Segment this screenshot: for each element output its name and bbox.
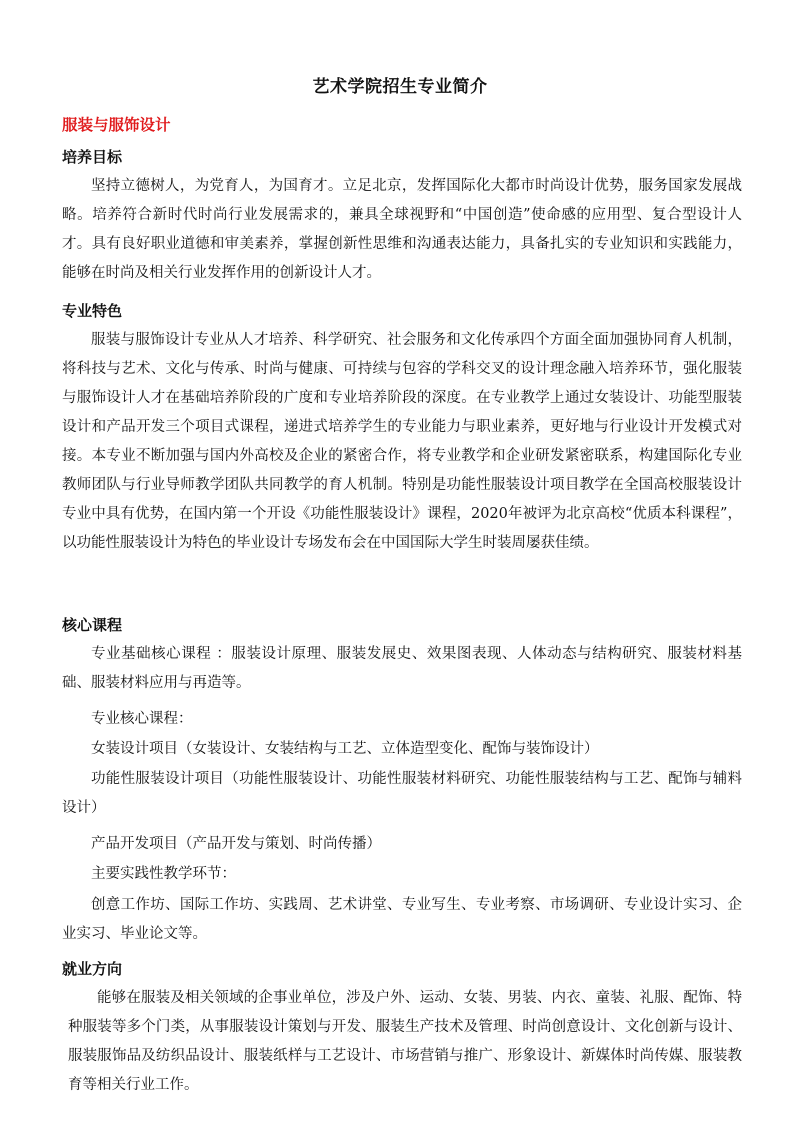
project-functional: 功能性服装设计项目（功能性服装设计、功能性服装材料研究、功能性服装结构与工艺、配饰与辅料设计）	[62, 771, 742, 816]
project-product: 产品开发项目（产品开发与策划、时尚传播）	[91, 836, 381, 852]
career-text: 能够在服装及相关领域的企事业单位，涉及户外、运动、女装、男装、内衣、童装、礼服、配饰、特种服装等多个门类，从事服装设计策划与开发、服装生产技术及管理、时尚创意设计、文化创新与设计、服装服饰品及纺织品设计、服装纸样与工艺设计、市场营销与推广、形象设计、新媒体时尚传媒、服装教育等相关行业工作。	[68, 990, 742, 1093]
project-women: 女装设计项目（女装设计、女装结构与工艺、立体造型变化、配饰与装饰设计）	[91, 741, 599, 757]
practice-items: 创意工作坊、国际工作坊、实践周、艺术讲堂、专业写生、专业考察、市场调研、专业设计实习、企业实习、毕业论文等。	[62, 897, 742, 942]
page-title: 艺术学院招生专业简介	[312, 77, 488, 97]
core-courses-label: 专业核心课程：	[91, 711, 193, 727]
features-text: 服装与服饰设计专业从人才培养、科学研究、社会服务和文化传承四个方面全面加强协同育人机制，将科技与艺术、文化与传承、时尚与健康、可持续与包容的学科交叉的设计理念融入培养环节，强化服装与服饰设计人才在基础培养阶段的广度和专业培养阶段的深度。在专业教学上通过女装设计、功能型服装设计和产品开发三个项目式课程，递进式培养学生的专业能力与职业素养，更好地与行业设计开发模式对接。本专业不断加强与国内外高校及企业的紧密合作，将专业教学和企业研发紧密联系，构建国际化专业教师团队与行业导师教学团队共同教学的育人机制。特别是功能性服装设计项目教学在全国高校服装设计专业中具有优势，在国内第一个开设《功能性服装设计》课程，2020年被评为北京高校“优质本科课程”，以功能性服装设计为特色的毕业设计专场发布会在中国国际大学生时装周屡获佳绩。	[62, 332, 742, 551]
section-heading-core-courses: 核心课程	[62, 616, 123, 634]
practice-label: 主要实践性教学环节：	[91, 866, 236, 882]
training-goal-text: 坚持立德树人，为党育人，为国育才。立足北京，发挥国际化大都市时尚设计优势，服务国家发展战略。培养符合新时代时尚行业发展需求的，兼具全球视野和“中国创造”使命感的应用型、复合型设计人才。具有良好职业道德和审美素养，掌握创新性思维和沟通表达能力，具备扎实的专业知识和实践能力，能够在时尚及相关行业发挥作用的创新设计人才。	[62, 178, 742, 281]
basic-core-courses: 专业基础核心课程 ：服装设计原理、服装发展史、效果图表现、人体动态与结构研究、服装材料基础、服装材料应用与再造等。	[62, 646, 742, 691]
section-heading-features: 专业特色	[62, 302, 123, 320]
section-heading-career: 就业方向	[62, 960, 123, 978]
major-name: 服装与服饰设计	[62, 116, 171, 134]
section-heading-training-goal: 培养目标	[62, 148, 123, 166]
